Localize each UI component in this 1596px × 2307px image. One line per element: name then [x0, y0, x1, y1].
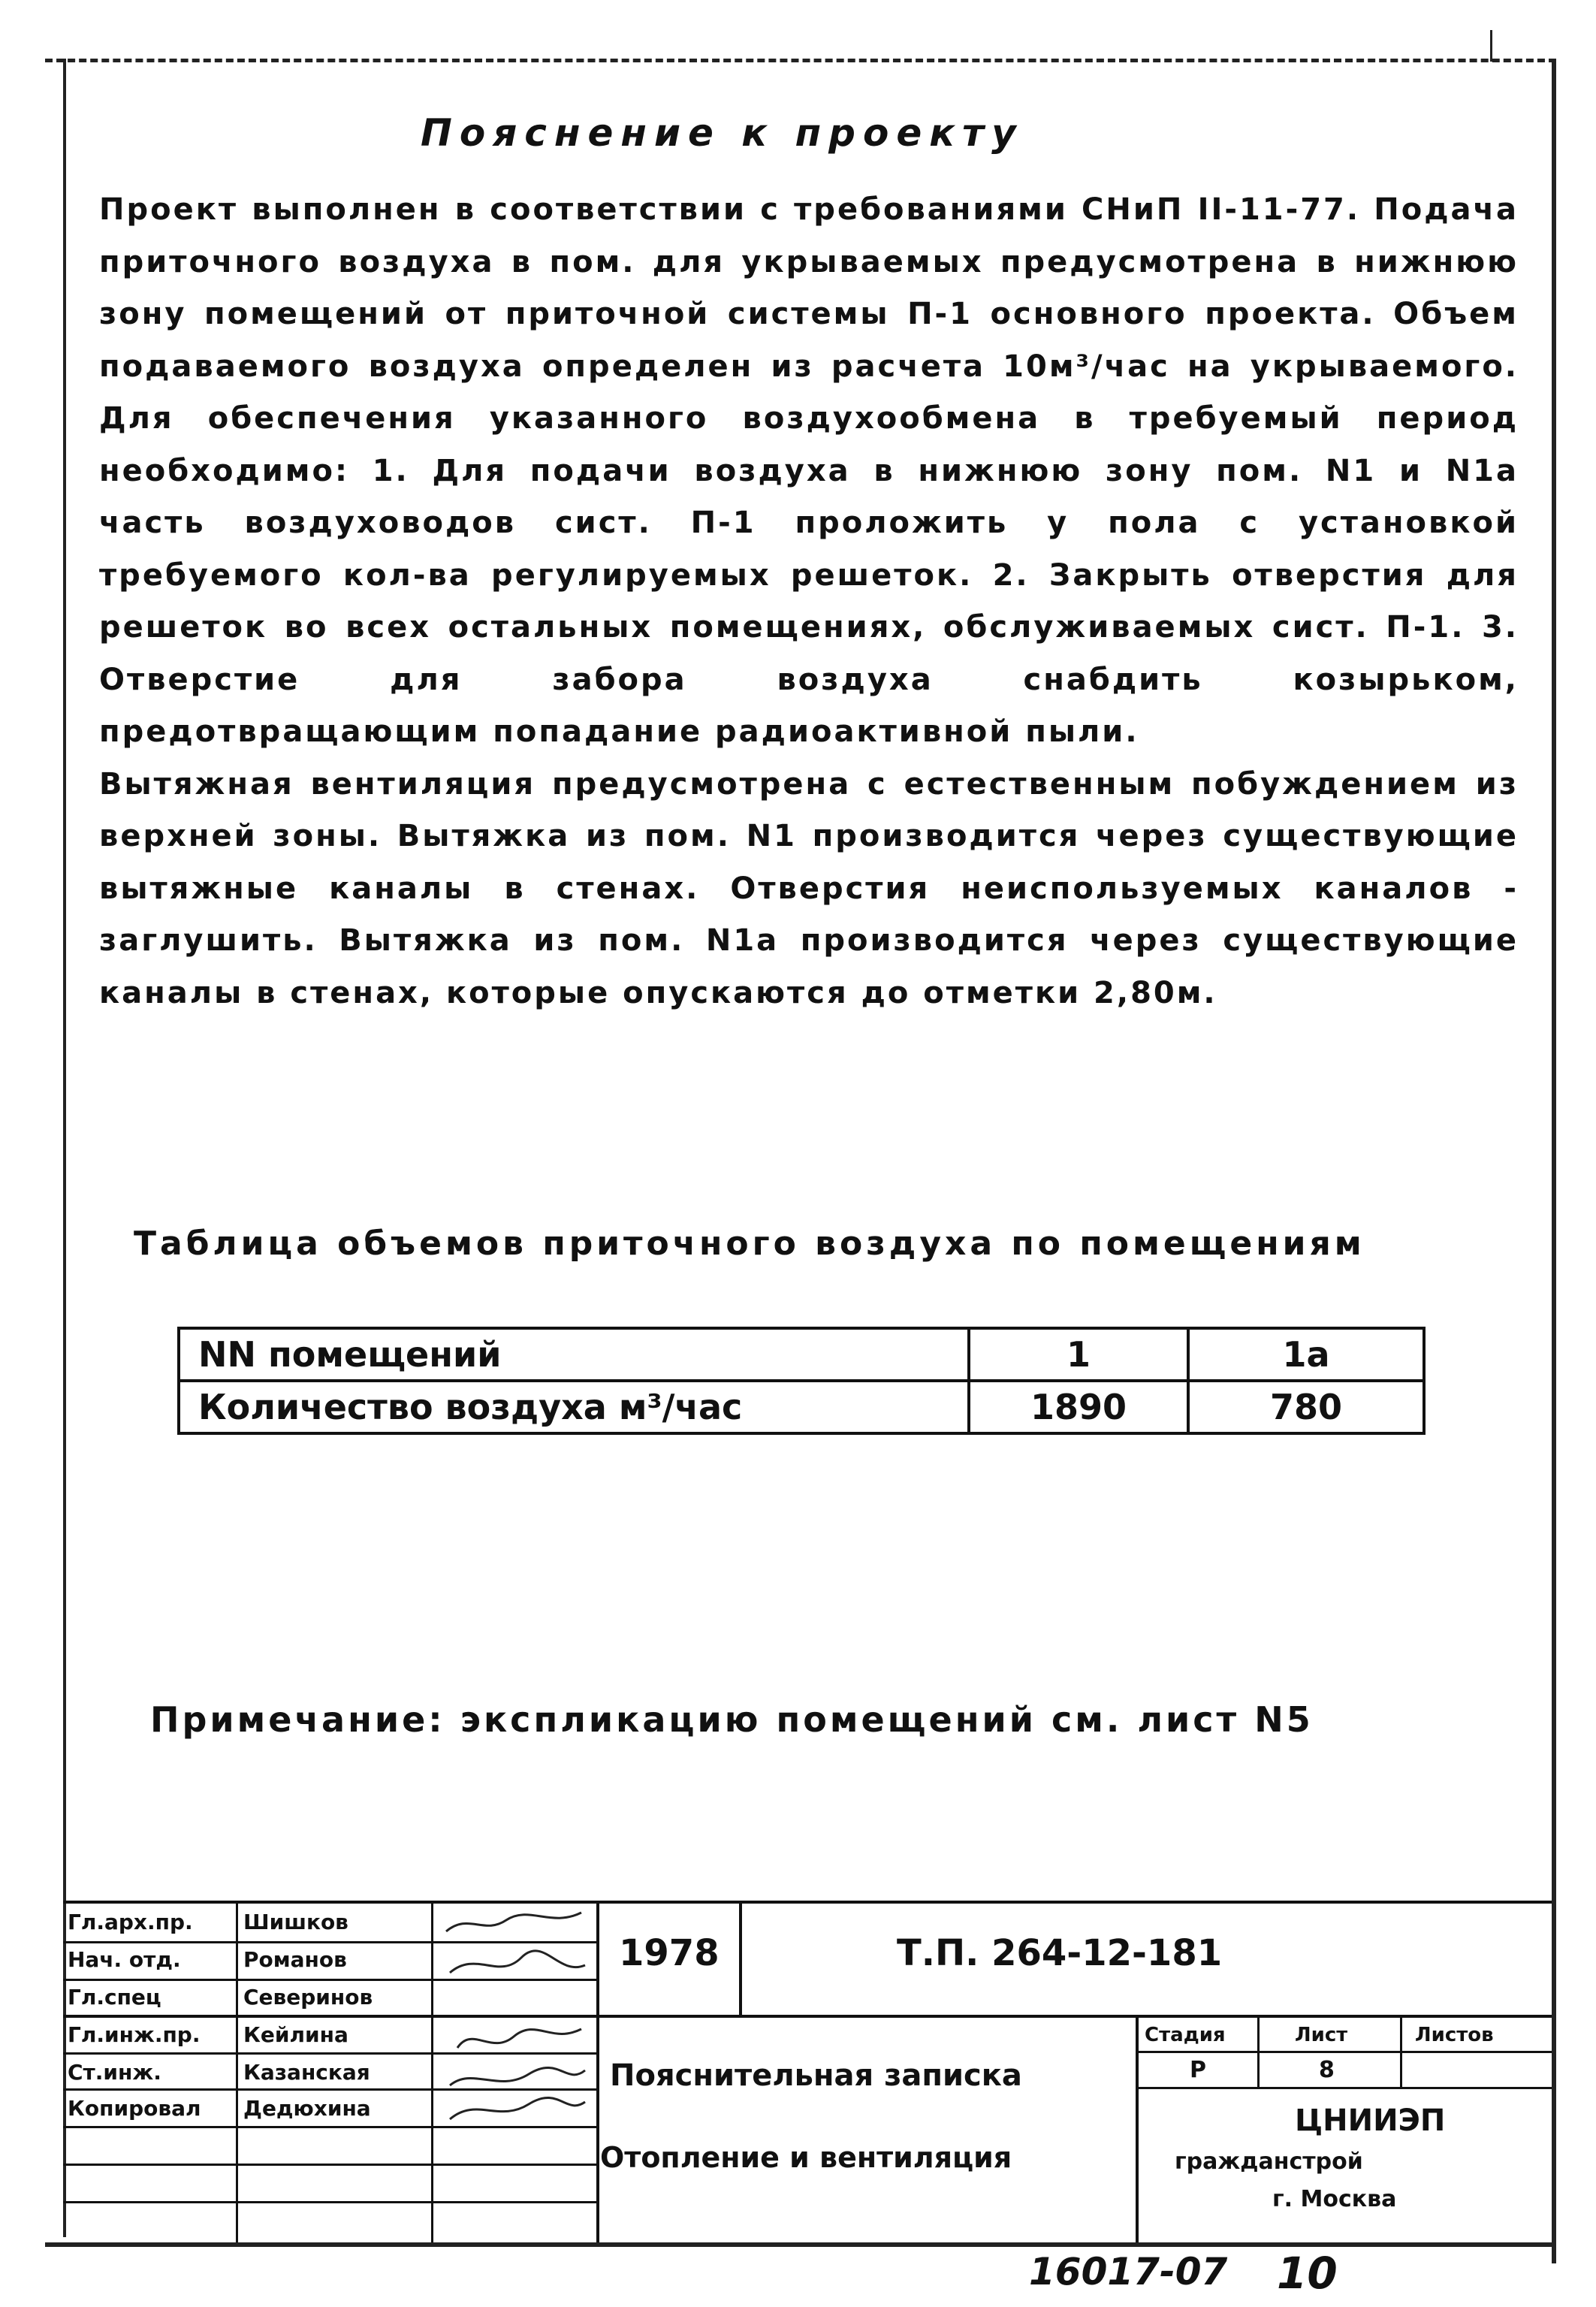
org-division: гражданстрой: [1175, 2148, 1363, 2175]
archive-number: 16017-07: [1029, 2250, 1228, 2293]
role-chief-architect: Гл.арх.пр.: [68, 1910, 193, 1934]
note-text: Примечание: экспликацию помещений см. лист N5: [150, 1699, 1314, 1740]
table-header-room-1: 1: [969, 1328, 1188, 1381]
table-cell-air-quantity: Количество воздуха м³/час: [179, 1381, 969, 1433]
role-dept-head: Нач. отд.: [68, 1947, 181, 1972]
tb-line: [1136, 2051, 1552, 2053]
doc-title-heating: Отопление и вентиляция: [600, 2141, 1012, 2174]
table-cell-room-1-value: 1890: [969, 1381, 1188, 1433]
table-title: Таблица объемов приточного воздуха по помещениям: [134, 1224, 1365, 1263]
signatures-icon: [439, 1905, 589, 2123]
table-header-row: [179, 1328, 1424, 1381]
year: 1978: [619, 1932, 720, 1974]
tb-line: [63, 2201, 596, 2203]
tb-line: [63, 1901, 1552, 1904]
tb-line: [1136, 2015, 1139, 2242]
frame-right-border: [1552, 59, 1556, 2263]
stage-label: Стадия: [1145, 2024, 1226, 2046]
paragraph-exhaust: Вытяжная вентиляция предусмотрена с естественным побуждением из верхней зоны. Вытяжка из пом. N1 производится через существующие вытяжные каналы в стенах. Отверстия неиспользуемых каналов - заглушить. Вытяжка из пом. N1а производится через существующие каналы в стенах, которые опускаются до отметки 2,80м.: [99, 766, 1519, 1010]
table-cell-room-1a-value: 780: [1188, 1381, 1424, 1433]
stage-value: Р: [1190, 2057, 1206, 2083]
frame-bottom-border: [45, 2242, 1556, 2247]
role-chief-specialist: Гл.спец: [68, 1985, 161, 2010]
tb-line: [596, 1901, 599, 2242]
explanatory-text: [99, 184, 1519, 1019]
name-severinov: Северинов: [243, 1985, 373, 2010]
air-volume-table: [177, 1327, 1426, 1435]
sheets-label: Листов: [1415, 2024, 1494, 2046]
table-row: [179, 1381, 1424, 1433]
project-code: Т.П. 264-12-181: [897, 1932, 1223, 1974]
tb-line: [63, 2015, 1552, 2018]
name-romanov: Романов: [243, 1947, 347, 1972]
role-senior-engineer: Ст.инж.: [68, 2060, 161, 2085]
sheet-label: Лист: [1295, 2024, 1348, 2046]
tb-line: [1257, 2015, 1260, 2088]
name-keilina: Кейлина: [243, 2022, 348, 2047]
name-shishkov: Шишков: [243, 1910, 348, 1934]
name-kazanskaya: Казанская: [243, 2060, 370, 2085]
table-header-room-1a: 1а: [1188, 1328, 1424, 1381]
tb-line: [236, 1901, 238, 2242]
role-chief-engineer: Гл.инж.пр.: [68, 2022, 201, 2047]
tb-line: [431, 1901, 433, 2242]
title-block: [63, 1901, 1552, 2242]
tb-line: [1400, 2015, 1402, 2088]
role-copied-by: Копировал: [68, 2096, 201, 2121]
doc-title-note: Пояснительная записка: [610, 2058, 1022, 2093]
frame-tick-mark: [1490, 30, 1492, 62]
sheet-value: 8: [1319, 2057, 1335, 2083]
org-city: г. Москва: [1272, 2186, 1397, 2212]
frame-top-border: [45, 59, 1556, 62]
page-number: 10: [1277, 2248, 1338, 2299]
tb-line: [63, 2126, 596, 2128]
org-name: ЦНИИЭП: [1295, 2103, 1446, 2138]
name-dedyukhina: Дедюхина: [243, 2096, 371, 2121]
tb-line: [63, 2164, 596, 2166]
page-title: Пояснение к проекту: [421, 111, 1024, 155]
tb-line: [739, 1901, 742, 2016]
tb-line: [1136, 2087, 1552, 2089]
table-header-rooms: NN помещений: [179, 1328, 969, 1381]
paragraph-supply: Проект выполнен в соответствии с требованиями СНиП II-11-77. Подача приточного воздуха в пом. для укрываемых предусмотрена в нижнюю зону помещений от приточной системы П-1 основного проекта. Объем подаваемого воздуха определен из расчета 10м³/час на укрываемого. Для обеспечения указанного воздухообмена в требуемый период необходимо: 1. Для подачи воздуха в нижнюю зону пом. N1 и N1а часть воздуховодов сист. П-1 проложить у пола с установкой требуемого кол-ва регулируемых решеток. 2. Закрыть отверстия для решеток во всех остальных помещениях, обслуживаемых сист. П-1. 3. Отверстие для забора воздуха снабдить козырьком, предотвращающим попадание радиоактивной пыли.: [99, 192, 1519, 749]
